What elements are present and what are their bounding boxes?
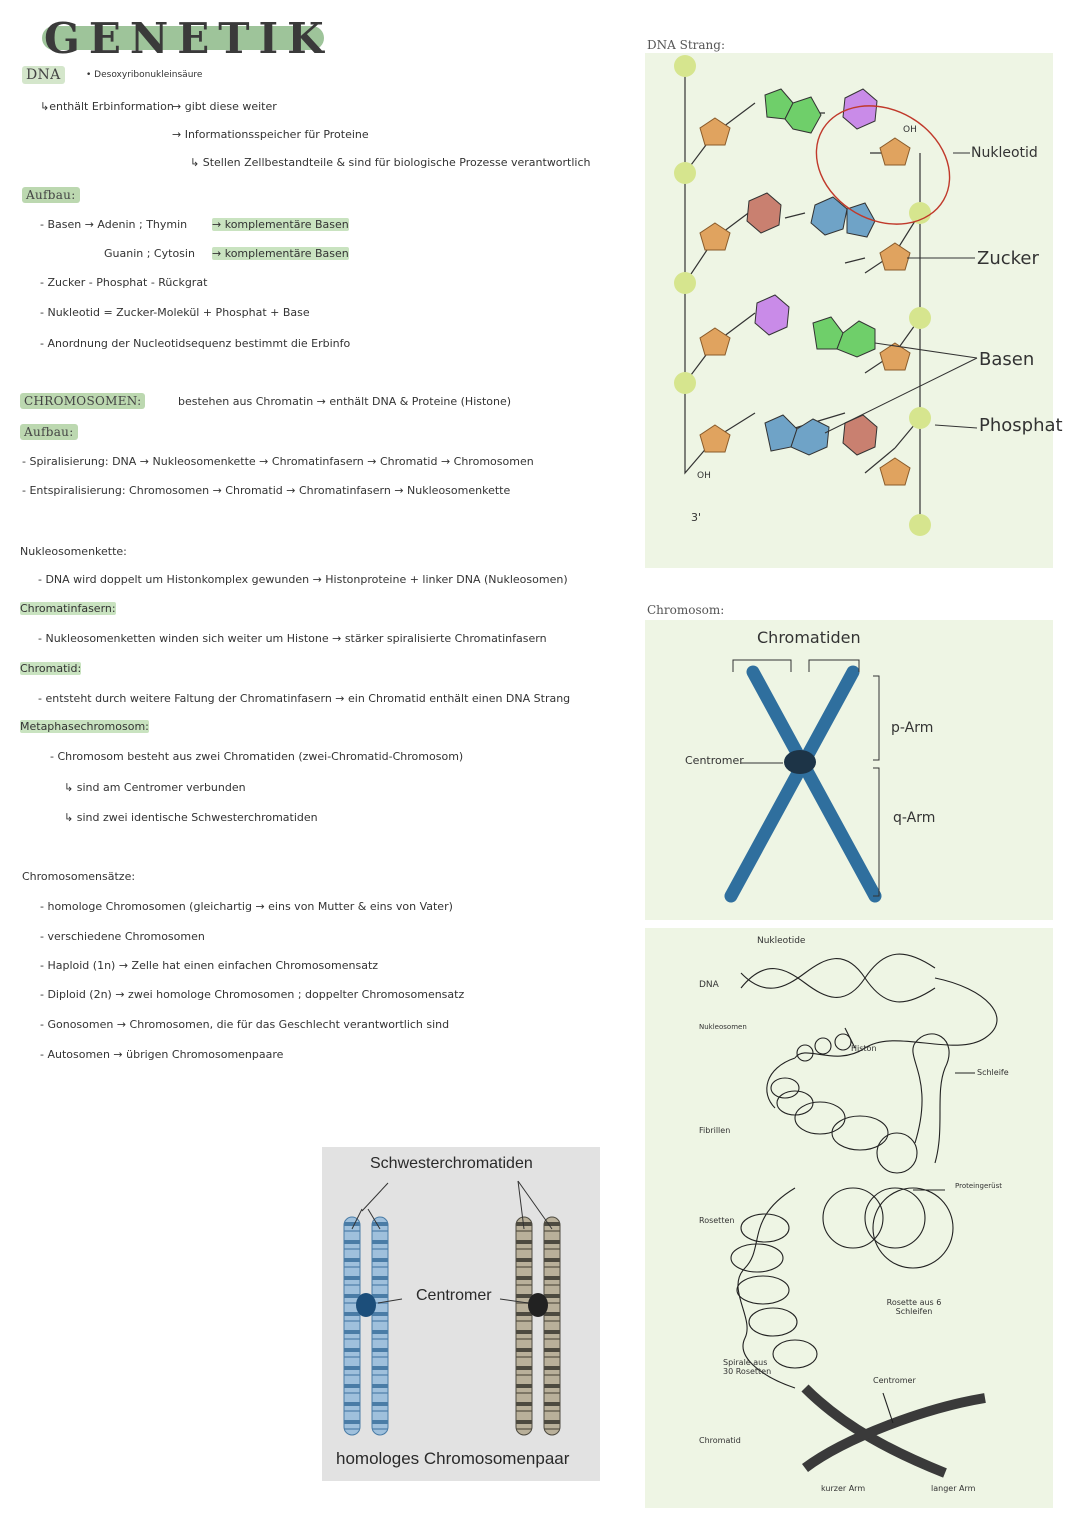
chromosomensatz-heading: Chromosomensätze: — [22, 870, 136, 883]
dna-label-basen: Basen — [979, 349, 1035, 370]
metaphase-text-1: - Chromosom besteht aus zwei Chromatiden (zwei-Chromatid-Chromosom) — [50, 750, 464, 763]
cond-label-rosette: Rosette aus 6 Schleifen — [886, 1298, 942, 1316]
cond-label-langer-arm: langer Arm — [931, 1484, 976, 1493]
verschieden-line: - verschiedene Chromosomen — [40, 930, 205, 943]
cond-label-chromatid: Chromatid — [699, 1436, 741, 1445]
nukleosomenkette-text: - DNA wird doppelt um Histonkomplex gewunden → Histonproteine + linker DNA (Nukleosomen) — [38, 573, 568, 586]
page-title: GENETIK — [44, 14, 333, 63]
spiralisierung-line: - Spiralisierung: DNA → Nukleosomenkette → Chromatinfasern → Chromatid → Chromosomen — [22, 455, 534, 468]
basen-komplementaer-1: → komplementäre Basen — [212, 218, 349, 231]
dna-label-oh-top: OH — [903, 125, 917, 135]
dna-line3: ↳ Stellen Zellbestandteile & sind für biologische Prozesse verantwortlich — [190, 156, 591, 169]
cond-label-nukleosomen: Nukleosomen — [699, 1023, 747, 1031]
chromosom-label-chromatiden: Chromatiden — [757, 628, 861, 647]
dna-label-phosphat: Phosphat — [979, 415, 1063, 436]
cond-label-spirale: Spirale aus 30 Rosetten — [723, 1358, 772, 1376]
dna-full-name: • Desoxyribonukleinsäure — [86, 70, 203, 80]
entspiralisierung-line: - Entspiralisierung: Chromosomen → Chromatid → Chromatinfasern → Nukleosomenkette — [22, 484, 511, 497]
haploid-line: - Haploid (1n) → Zelle hat einen einfachen Chromosomensatz — [40, 959, 379, 972]
cond-label-centromer: Centromer — [873, 1376, 916, 1385]
chromosomen-heading: CHROMOSOMEN: — [20, 393, 145, 409]
chromosom-svg — [645, 620, 1053, 920]
dna-strand-panel — [645, 53, 1063, 568]
dna-line1-b: → gibt diese weiter — [172, 100, 277, 113]
basen-komplementaer-2: → komplementäre Basen — [212, 247, 349, 260]
aufbau-heading-1: Aufbau: — [22, 187, 80, 203]
cond-label-kurzer-arm: kurzer Arm — [821, 1484, 866, 1493]
nukleotid-line: - Nukleotid = Zucker-Molekül + Phosphat + Base — [40, 306, 310, 319]
chromosom-label-q-arm: q-Arm — [893, 810, 936, 826]
chromosom-label-p-arm: p-Arm — [891, 720, 934, 736]
cond-label-geruest: Proteingerüst — [955, 1182, 1002, 1190]
diploid-line: - Diploid (2n) → zwei homologe Chromosomen ; doppelter Chromosomensatz — [40, 988, 465, 1001]
dna-label-3-prime: 3' — [691, 511, 702, 524]
chromosomen-desc: bestehen aus Chromatin → enthält DNA & Proteine (Histone) — [178, 395, 512, 408]
autosomen-line: - Autosomen → übrigen Chromosomenpaare — [40, 1048, 284, 1061]
dna-strand-svg — [645, 53, 1053, 568]
cond-label-fibrillen: Fibrillen — [699, 1126, 731, 1135]
chromatinfasern-heading: Chromatinfasern: — [20, 602, 116, 615]
photo-center-label: Centromer — [416, 1287, 492, 1304]
dna-label-zucker: Zucker — [977, 248, 1039, 269]
gonosomen-line: - Gonosomen → Chromosomen, die für das Geschlecht verantwortlich sind — [40, 1018, 450, 1031]
homolog-line: - homologe Chromosomen (gleichartig → eins von Mutter & eins von Vater) — [40, 900, 453, 913]
aufbau-heading-2: Aufbau: — [20, 424, 78, 440]
nukleosomenkette-heading: Nukleosomenkette: — [20, 545, 127, 558]
cond-label-histon: Histon — [851, 1044, 877, 1053]
chromatinfasern-text: - Nukleosomenketten winden sich weiter um Histone → stärker spiralisierte Chromatinfasern — [38, 632, 547, 645]
metaphase-heading: Metaphasechromosom: — [20, 720, 149, 733]
dna-label-nukleotid: Nukleotid — [971, 145, 1038, 161]
zucker-phosphat-line: - Zucker - Phosphat - Rückgrat — [40, 276, 208, 289]
chromatid-text: - entsteht durch weitere Faltung der Chromatinfasern → ein Chromatid enthält einen DNA Strang — [38, 692, 571, 705]
condensation-panel — [645, 928, 1053, 1508]
chromosom-label-centromer: Centromer — [685, 754, 744, 767]
chromatid-heading: Chromatid: — [20, 662, 82, 675]
basen-line-2: Guanin ; Cytosin — [104, 247, 195, 260]
photo-top-label: Schwesterchromatiden — [370, 1155, 533, 1172]
chromosom-panel — [645, 620, 1053, 920]
homolog-pair-svg — [322, 1147, 600, 1481]
cond-label-nukleotide: Nukleotide — [757, 936, 806, 946]
cond-label-dna: DNA — [699, 980, 719, 990]
dna-line2: → Informationsspeicher für Proteine — [172, 128, 369, 141]
dna-line1-a: ↳enthält Erbinformation — [40, 100, 174, 113]
dna-label-oh-bottom: OH — [697, 471, 711, 481]
metaphase-text-3: ↳ sind zwei identische Schwesterchromatiden — [64, 811, 318, 824]
dna-heading: DNA — [22, 66, 65, 84]
metaphase-text-2: ↳ sind am Centromer verbunden — [64, 781, 246, 794]
homolog-pair-figure — [322, 1147, 600, 1481]
cond-label-schleife: Schleife — [977, 1068, 1009, 1077]
anordnung-line: - Anordnung der Nucleotidsequenz bestimmt die Erbinfo — [40, 337, 351, 350]
photo-bottom-label: homologes Chromosomenpaar — [336, 1449, 570, 1468]
dna-strand-label: DNA Strang: — [647, 38, 725, 52]
basen-line: - Basen → Adenin ; Thymin — [40, 218, 188, 231]
cond-label-rosetten: Rosetten — [699, 1216, 735, 1225]
chromosom-label: Chromosom: — [647, 603, 725, 617]
